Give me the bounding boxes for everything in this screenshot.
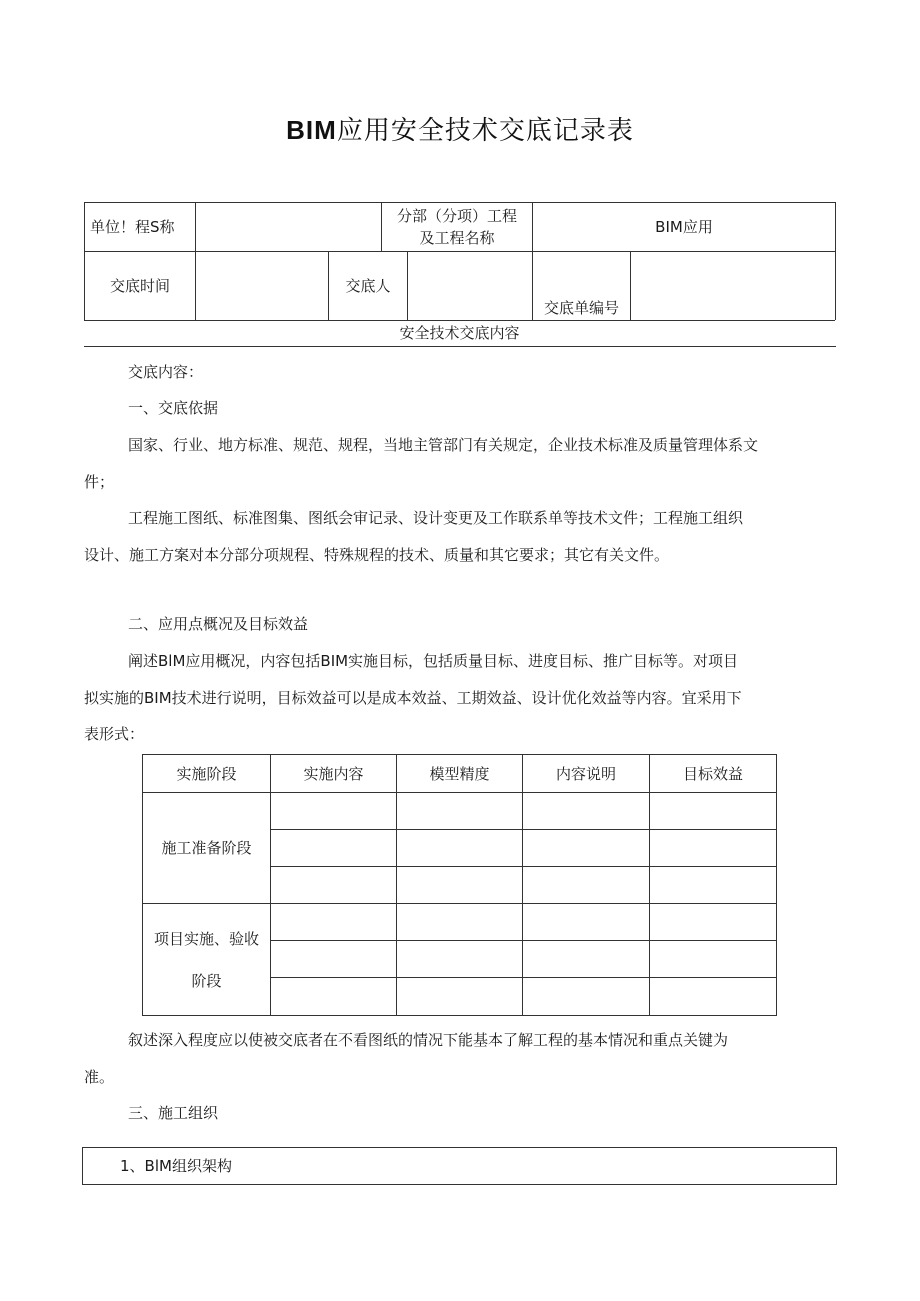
table-cell[interactable] [650,978,777,1016]
stage2-line2: 阶段 [191,971,222,990]
table-cell[interactable] [271,830,397,867]
table-cell[interactable] [397,941,523,978]
subproject-label [382,203,532,251]
section2-p2-line2: 准。 [84,1068,115,1086]
impl-header-description: 内容说明 [523,755,650,793]
document-title [0,110,920,147]
table-cell[interactable] [271,978,397,1016]
number-value[interactable] [631,252,835,320]
content-heading: 安全技术交底内容 [399,324,520,342]
stage-implementation [143,904,271,1016]
subproject-label-line2: 及工程名称 [419,229,495,247]
section2-p1-line1: 阐述BlM应用概况，内容包括BIM实施目标，包括质量目标、进度目标、推广目标等。对项目 [128,652,739,670]
impl-header-precision: 模型精度 [397,755,523,793]
table-cell[interactable] [523,793,650,830]
impl-header-row [143,755,777,793]
person-label: 交底人 [345,277,391,295]
section3-title: 三、施工组织 [128,1104,219,1122]
subproject-value: BIM应用 [655,218,713,236]
section2-title: 二、应用点概况及目标效益 [128,615,309,633]
table-row [143,793,777,830]
table-cell[interactable] [271,793,397,830]
table-cell[interactable] [397,867,523,904]
table-cell[interactable] [523,830,650,867]
org-structure-box [82,1147,837,1185]
time-label: 交底时间 [109,277,170,295]
section2-p1-line3: 表形式： [84,725,145,743]
unit-label: 单位！程S称 [90,218,175,236]
header-right-border [835,202,836,320]
stage-prep: 施工准备阶段 [143,793,271,904]
table-cell[interactable] [650,793,777,830]
impl-header-content: 实施内容 [271,755,397,793]
table-cell[interactable] [523,941,650,978]
impl-header-stage: 实施阶段 [143,755,271,793]
org-box-text: 1、BlM组织架构 [120,1157,232,1175]
table-cell[interactable] [650,830,777,867]
table-row [143,904,777,941]
section1-p2-line1: 工程施工图纸、标准图集、图纸会审记录、设计变更及工作联系单等技术文件；工程施工组织 [128,509,744,527]
section1-p2-line2: 设计、施工方案对本分部分项规程、特殊规程的技术、质量和其它要求；其它有关文件。 [84,546,670,564]
table-cell[interactable] [523,978,650,1016]
section1-title: 一、交底依据 [128,399,219,417]
section1-p1-line2: 件； [84,473,115,491]
title-prefix: BIM [286,115,337,145]
table-cell[interactable] [397,830,523,867]
unit-value[interactable] [196,203,381,251]
content-heading-underline [84,346,836,347]
section2-p1-line2: 拟实施的BIM技术进行说明，目标效益可以是成本效益、工期效益、设计优化效益等内容。宜采用下 [84,689,742,707]
time-value[interactable] [196,252,328,320]
section2-p2-line1: 叙述深入程度应以使被交底者在不看图纸的情况下能基本了解工程的基本情况和重点关键为 [128,1031,729,1049]
table-cell[interactable] [523,867,650,904]
stage2-line1: 项目实施、验收 [153,929,259,948]
number-label: 交底单编号 [543,299,619,317]
table-cell[interactable] [271,867,397,904]
section1-p1-line1: 国家、行业、地方标准、规范、规程，当地主管部门有关规定，企业技术标准及质量管理体系文 [128,436,759,454]
table-cell[interactable] [397,793,523,830]
table-cell[interactable] [271,941,397,978]
table-cell[interactable] [523,904,650,941]
table-cell[interactable] [271,904,397,941]
table-cell[interactable] [650,904,777,941]
title-rest: 应用安全技术交底记录表 [336,116,634,146]
intro-text: 交底内容： [128,363,204,381]
table-cell[interactable] [397,904,523,941]
implementation-table [142,754,777,1016]
table-cell[interactable] [650,941,777,978]
person-value[interactable] [408,252,532,320]
impl-header-benefit: 目标效益 [650,755,777,793]
table-cell[interactable] [397,978,523,1016]
subproject-label-line1: 分部（分项）工程 [396,207,517,225]
table-cell[interactable] [650,867,777,904]
